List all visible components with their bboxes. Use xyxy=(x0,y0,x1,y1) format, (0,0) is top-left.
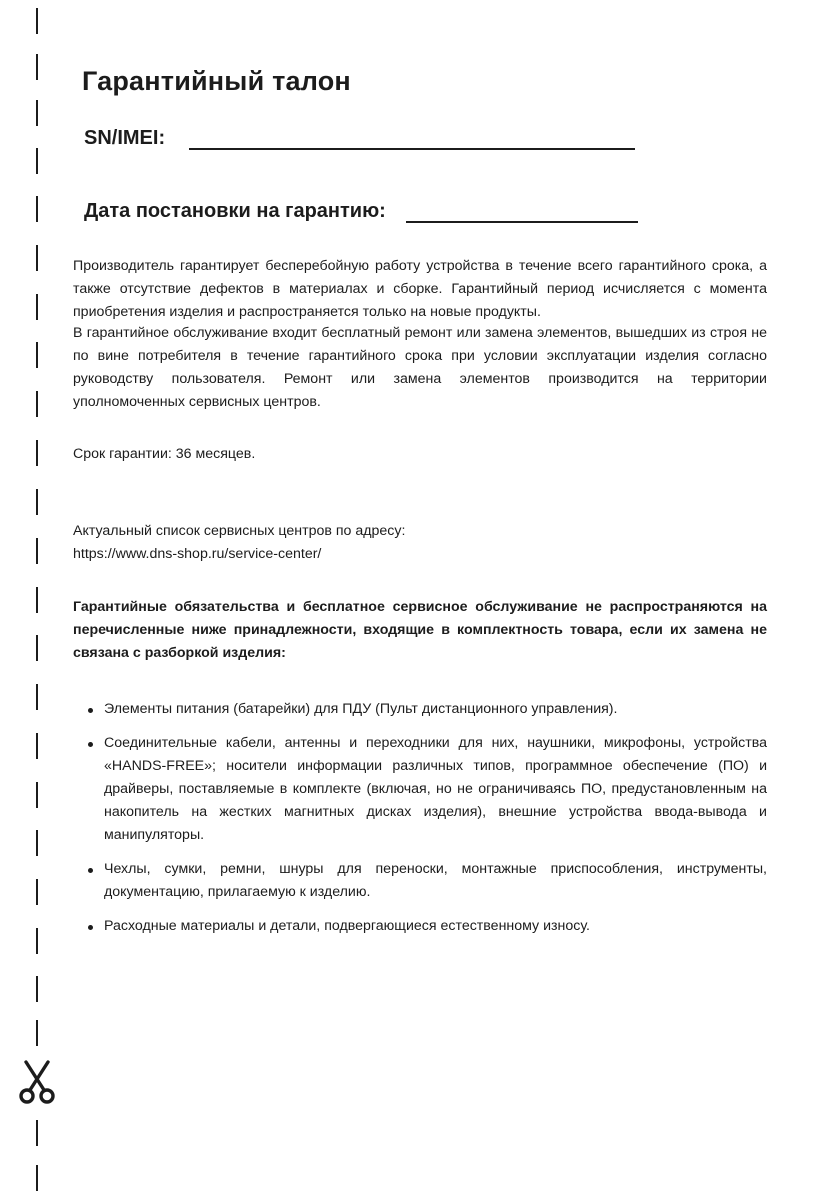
sn-imei-field-line[interactable] xyxy=(189,148,635,150)
cut-dash xyxy=(36,148,38,174)
cut-dash xyxy=(36,196,38,222)
cut-dash xyxy=(36,54,38,80)
cut-dash xyxy=(36,635,38,661)
bullet-icon xyxy=(88,925,93,930)
cut-dash xyxy=(36,391,38,417)
warranty-period-text: Срок гарантии: 36 месяцев. xyxy=(73,446,256,462)
page-title: Гарантийный талон xyxy=(82,66,351,96)
scissors-icon xyxy=(18,1058,56,1106)
service-centers-paragraph xyxy=(73,520,767,566)
sn-imei-label: SN/IMEI: xyxy=(84,127,166,149)
list-item xyxy=(86,698,767,721)
cut-dash xyxy=(36,830,38,856)
cut-dash xyxy=(36,733,38,759)
cut-dash xyxy=(36,1165,38,1191)
exclusions-list xyxy=(86,698,767,949)
cut-dash xyxy=(36,489,38,515)
list-item-text: Расходные материалы и детали, подвергающиеся естественному износу. xyxy=(104,918,590,934)
list-item xyxy=(86,858,767,904)
cut-dash xyxy=(36,100,38,126)
cut-dash xyxy=(36,8,38,34)
cut-dash xyxy=(36,587,38,613)
cut-dash xyxy=(36,1020,38,1046)
service-centers-url[interactable]: https://www.dns-shop.ru/service-center/ xyxy=(73,546,322,562)
bullet-icon xyxy=(88,868,93,873)
warranty-service-paragraph: В гарантийное обслуживание входит бесплатный ремонт или замена элементов, вышедших из строя не по вине потребителя в течение гарантийного срока при условии эксплуатации изделия согласно руководству пользователя. Ремонт или замена элементов производится на территории уполномоченных сервисных центров. xyxy=(73,325,767,410)
list-item-text: Чехлы, сумки, ремни, шнуры для переноски, монтажные приспособления, инструменты, документацию, прилагаемую к изделию. xyxy=(104,861,767,900)
cut-line xyxy=(0,0,60,1191)
cut-dash xyxy=(36,245,38,271)
cut-dash xyxy=(36,342,38,368)
exclusions-heading: Гарантийные обязательства и бесплатное сервисное обслуживание не распространяются на перечисленные ниже принадлежности, входящие в комплектность товара, если их замена не связана с разборкой изделия: xyxy=(73,599,767,661)
cut-dash xyxy=(36,928,38,954)
list-item-text: Соединительные кабели, антенны и переходники для них, наушники, микрофоны, устройства «HANDS-FREE»; носители информации различных типов, программное обеспечение (ПО) и драйверы, поставляемые в комплекте (включая, но не ограничиваясь ПО, предустановленным на накопитель на жестких магнитных дисках изделия), внешние устройства ввода-вывода и манипуляторы. xyxy=(104,735,767,843)
warranty-date-label: Дата постановки на гарантию: xyxy=(84,200,386,222)
cut-dash xyxy=(36,782,38,808)
cut-dash xyxy=(36,1120,38,1146)
bullet-icon xyxy=(88,742,93,747)
cut-dash xyxy=(36,976,38,1002)
list-item xyxy=(86,915,767,938)
service-centers-label: Актуальный список сервисных центров по адресу: xyxy=(73,523,406,539)
cut-dash xyxy=(36,440,38,466)
list-item-text: Элементы питания (батарейки) для ПДУ (Пульт дистанционного управления). xyxy=(104,701,618,717)
cut-dash xyxy=(36,538,38,564)
bullet-icon xyxy=(88,708,93,713)
list-item xyxy=(86,732,767,847)
warranty-date-field-line[interactable] xyxy=(406,221,638,223)
warranty-intro-paragraph: Производитель гарантирует бесперебойную работу устройства в течение всего гарантийного срока, а также отсутствие дефектов в материалах и сборке. Гарантийный период исчисляется с момента приобретения изделия и распространяется только на новые продукты. xyxy=(73,258,767,320)
cut-dash xyxy=(36,879,38,905)
cut-dash xyxy=(36,294,38,320)
cut-dash xyxy=(36,684,38,710)
